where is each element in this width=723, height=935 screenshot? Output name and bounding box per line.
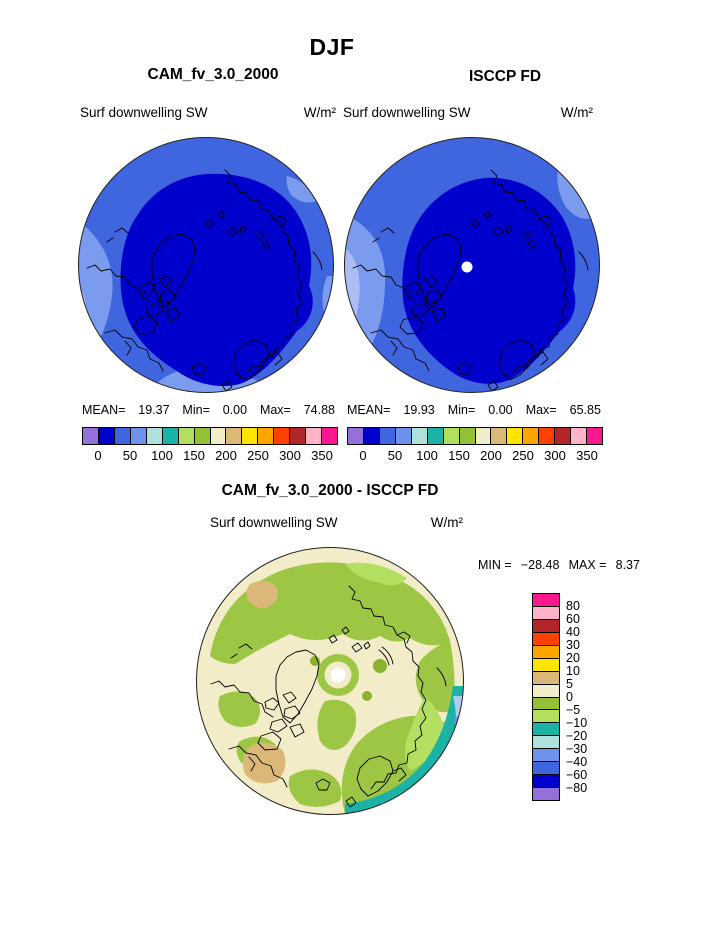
colorbar-tick-label: 200 bbox=[480, 448, 502, 463]
colorbar-segment bbox=[179, 428, 195, 444]
colorbar-segment bbox=[274, 428, 290, 444]
mean-label: MEAN= bbox=[82, 403, 126, 417]
colorbar-segment bbox=[211, 428, 227, 444]
colorbar-tick-label: 100 bbox=[416, 448, 438, 463]
colorbar-segment bbox=[571, 428, 587, 444]
colorbar-tick-label: 350 bbox=[576, 448, 598, 463]
colorbar-segment bbox=[242, 428, 258, 444]
colorbar-tick-label: 0 bbox=[94, 448, 102, 463]
colorbar-segment bbox=[115, 428, 131, 444]
max-label: Max= bbox=[525, 403, 557, 417]
colorbar-segment bbox=[491, 428, 507, 444]
colorbar-segment bbox=[83, 428, 99, 444]
colorbar-segment bbox=[322, 428, 337, 444]
units-label-diff: W/m² bbox=[430, 515, 463, 530]
colorbar-segment bbox=[163, 428, 179, 444]
colorbar-cam bbox=[82, 427, 338, 445]
contour-spot-neg40 bbox=[454, 716, 464, 726]
minmax-row-diff bbox=[478, 558, 640, 572]
colorbar-tick-label: 100 bbox=[151, 448, 173, 463]
colorbar-tick-label: 0 bbox=[359, 448, 367, 463]
contour-spot-dark-green bbox=[362, 691, 372, 701]
colorbar-segment bbox=[147, 428, 163, 444]
colorbar-segment bbox=[258, 428, 274, 444]
colorbar-boundary-label: 20 bbox=[566, 651, 580, 665]
colorbar-segment bbox=[555, 428, 571, 444]
colorbar-boundary-label: −60 bbox=[566, 768, 588, 782]
min-value: 0.00 bbox=[488, 403, 513, 417]
colorbar-boundary-label: −30 bbox=[566, 742, 588, 756]
pole-missing-data-dot bbox=[462, 262, 473, 273]
min-value: 0.00 bbox=[222, 403, 248, 417]
colorbar-segment bbox=[290, 428, 306, 444]
colorbar-boundary-label: 60 bbox=[566, 612, 580, 626]
colorbar-segment bbox=[533, 775, 559, 788]
contour-spot-dark-green bbox=[373, 659, 387, 673]
units-label-isccp: W/m² bbox=[560, 105, 593, 120]
colorbar-segment bbox=[364, 428, 380, 444]
colorbar-isccp bbox=[347, 427, 603, 445]
colorbar-segment bbox=[533, 698, 559, 711]
colorbar-segment bbox=[533, 788, 559, 800]
colorbar-boundary-label: −80 bbox=[566, 781, 588, 795]
max-value: 8.37 bbox=[615, 558, 640, 572]
field-row-isccp bbox=[343, 105, 593, 120]
colorbar-diff-labels bbox=[566, 593, 606, 801]
pole-missing-data-dot bbox=[331, 668, 346, 683]
max-value: 65.85 bbox=[569, 403, 601, 417]
colorbar-segment bbox=[444, 428, 460, 444]
mean-value: 19.37 bbox=[138, 403, 170, 417]
contour-region-50-75 bbox=[533, 371, 601, 394]
colorbar-tick-label: 300 bbox=[279, 448, 301, 463]
colorbar-tick-label: 150 bbox=[183, 448, 205, 463]
colorbar-tick-label: 50 bbox=[387, 448, 403, 463]
panel-title-diff: CAM_fv_3.0_2000 - ISCCP FD bbox=[221, 482, 439, 499]
panel-title-isccp: ISCCP FD bbox=[468, 68, 542, 85]
colorbar-boundary-label: −40 bbox=[566, 755, 588, 769]
colorbar-segment bbox=[507, 428, 523, 444]
colorbar-segment bbox=[533, 633, 559, 646]
field-label-diff: Surf downwelling SW bbox=[210, 515, 338, 530]
colorbar-tick-label: 350 bbox=[311, 448, 333, 463]
field-row-cam bbox=[80, 105, 336, 120]
map-isccp-polar-plot bbox=[343, 136, 601, 394]
min-label: Min= bbox=[182, 403, 210, 417]
colorbar-segment bbox=[412, 428, 428, 444]
colorbar-segment bbox=[131, 428, 147, 444]
min-label: Min= bbox=[447, 403, 476, 417]
field-row-diff bbox=[210, 515, 463, 530]
min-value: −28.48 bbox=[520, 558, 560, 572]
colorbar-segment bbox=[226, 428, 242, 444]
max-label: Max= bbox=[259, 403, 291, 417]
colorbar-boundary-label: 80 bbox=[566, 599, 580, 613]
colorbar-boundary-label: −20 bbox=[566, 729, 588, 743]
field-label-isccp: Surf downwelling SW bbox=[343, 105, 471, 120]
colorbar-ticks-cam bbox=[82, 448, 338, 464]
panel-title-cam: CAM_fv_3.0_2000 bbox=[147, 66, 279, 83]
colorbar-segment bbox=[533, 736, 559, 749]
colorbar-boundary-label: −5 bbox=[566, 703, 581, 717]
map-diff-polar-plot bbox=[195, 546, 465, 816]
colorbar-segment bbox=[587, 428, 602, 444]
colorbar-segment bbox=[476, 428, 492, 444]
colorbar-segment bbox=[396, 428, 412, 444]
colorbar-tick-label: 50 bbox=[122, 448, 138, 463]
colorbar-segment bbox=[428, 428, 444, 444]
colorbar-ticks-isccp bbox=[347, 448, 603, 464]
colorbar-tick-label: 150 bbox=[448, 448, 470, 463]
colorbar-segment bbox=[306, 428, 322, 444]
colorbar-boundary-label: 0 bbox=[566, 690, 573, 704]
colorbar-segment bbox=[460, 428, 476, 444]
colorbar-boundary-label: 5 bbox=[566, 677, 573, 691]
colorbar-segment bbox=[348, 428, 364, 444]
colorbar-boundary-label: 40 bbox=[566, 625, 580, 639]
colorbar-segment bbox=[533, 659, 559, 672]
colorbar-tick-label: 300 bbox=[544, 448, 566, 463]
colorbar-boundary-label: 30 bbox=[566, 638, 580, 652]
stats-row-isccp bbox=[347, 403, 601, 417]
max-value: 74.88 bbox=[303, 403, 335, 417]
colorbar-segment bbox=[533, 762, 559, 775]
field-label-cam: Surf downwelling SW bbox=[80, 105, 208, 120]
mean-value: 19.93 bbox=[403, 403, 435, 417]
colorbar-tick-label: 250 bbox=[512, 448, 534, 463]
contour-region-50-75 bbox=[277, 374, 335, 394]
units-label-cam: W/m² bbox=[303, 105, 336, 120]
colorbar-segment bbox=[533, 685, 559, 698]
contour-region-5-10-tan bbox=[416, 562, 435, 576]
colorbar-segment bbox=[539, 428, 555, 444]
colorbar-tick-label: 250 bbox=[247, 448, 269, 463]
mean-label: MEAN= bbox=[347, 403, 391, 417]
max-label: MAX = bbox=[568, 558, 607, 572]
colorbar-segment bbox=[195, 428, 211, 444]
colorbar-boundary-label: 10 bbox=[566, 664, 580, 678]
colorbar-segment bbox=[99, 428, 115, 444]
colorbar-tick-label: 200 bbox=[215, 448, 237, 463]
min-label: MIN = bbox=[478, 558, 512, 572]
colorbar-segment bbox=[533, 749, 559, 762]
colorbar-segment bbox=[533, 620, 559, 633]
colorbar-segment bbox=[533, 594, 559, 607]
colorbar-segment bbox=[533, 723, 559, 736]
colorbar-segment bbox=[533, 646, 559, 659]
map-cam-polar-plot bbox=[77, 136, 335, 394]
colorbar-segment bbox=[533, 672, 559, 685]
colorbar-segment bbox=[533, 607, 559, 620]
colorbar-boundary-label: −10 bbox=[566, 716, 588, 730]
colorbar-diff bbox=[532, 593, 560, 801]
stats-row-cam bbox=[82, 403, 335, 417]
colorbar-segment bbox=[523, 428, 539, 444]
figure-title: DJF bbox=[309, 34, 355, 60]
colorbar-segment bbox=[380, 428, 396, 444]
colorbar-segment bbox=[533, 710, 559, 723]
